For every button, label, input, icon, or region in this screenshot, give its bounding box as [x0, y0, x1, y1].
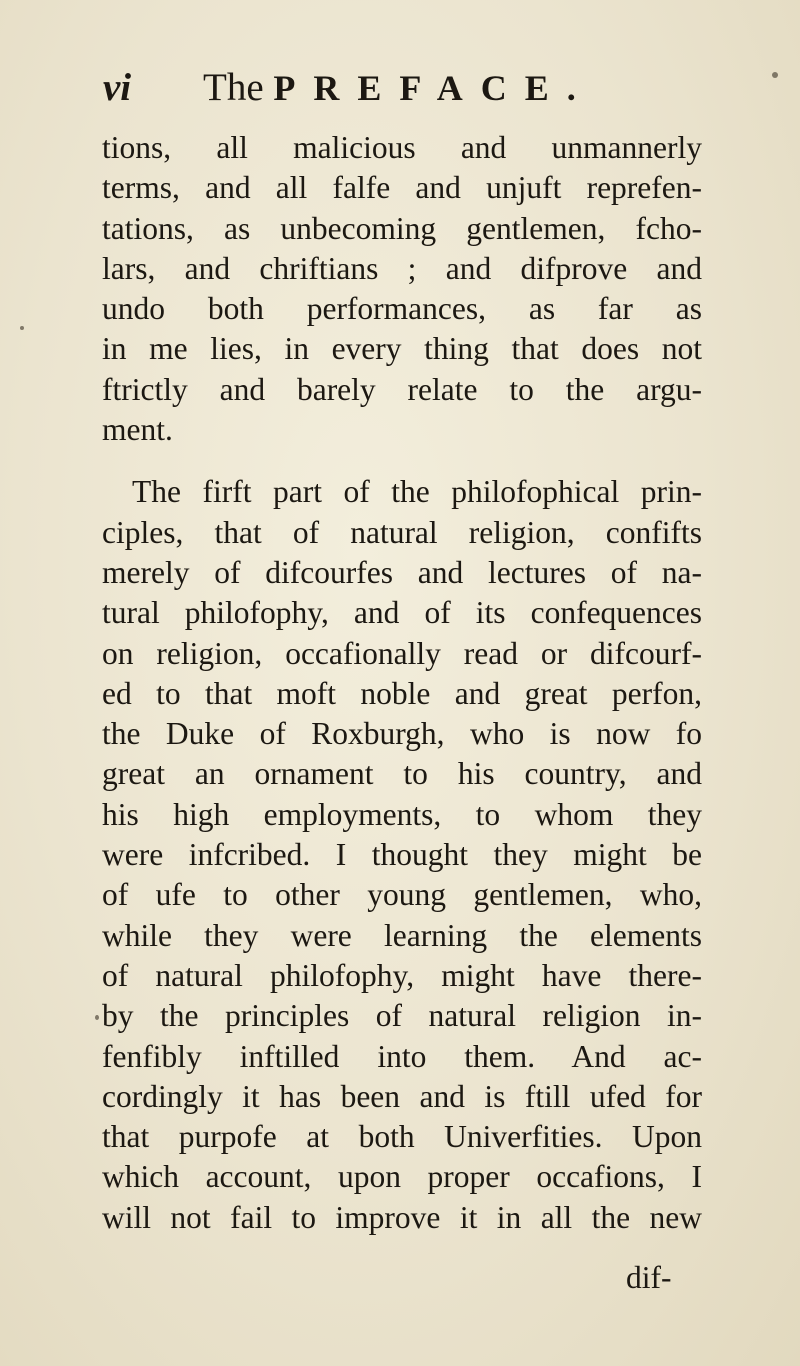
paragraph-2: [102, 472, 702, 1238]
text-line: terms, and all falfe and unjuft reprefen-: [102, 170, 702, 206]
text-line: ftrictly and barely relate to the argu-: [102, 371, 702, 407]
paper-speck: [20, 326, 24, 330]
running-title-prefix: The: [203, 66, 264, 109]
text-line: while they were learning the elements: [102, 917, 702, 953]
text-line: undo both performances, as far as: [102, 291, 702, 327]
text-line: fenfibly inftilled into them. And ac-: [102, 1038, 702, 1074]
paragraph-1: [102, 128, 702, 450]
text-line: which account, upon proper occafions, I: [102, 1159, 702, 1195]
running-head: [103, 58, 663, 118]
text-line: tions, all malicious and unmannerly: [102, 130, 702, 165]
text-line: ed to that moft noble and great perfon,: [102, 675, 702, 711]
text-line: of natural philofophy, might have there-: [102, 957, 702, 993]
text-line: great an ornament to his country, and: [102, 756, 702, 792]
text-line: tural philofophy, and of its confequences: [102, 595, 702, 631]
running-title-caps: PREFACE.: [273, 68, 594, 108]
paragraph-gap: [102, 450, 702, 472]
text-line: lars, and chriftians ; and difprove and: [102, 250, 702, 286]
catchword: dif-: [626, 1260, 672, 1295]
text-line: merely of difcourfes and lectures of na-: [102, 554, 702, 590]
text-line: were infcribed. I thought they might be: [102, 837, 702, 873]
text-line: the Duke of Roxburgh, who is now fo: [102, 716, 702, 752]
text-line: ment.: [102, 412, 173, 448]
text-line: will not fail to improve it in all the new: [102, 1199, 702, 1235]
text-line: of ufe to other young gentlemen, who,: [102, 877, 702, 913]
text-line: that purpofe at both Univerfities. Upon: [102, 1119, 702, 1155]
running-title: [203, 58, 594, 118]
text-line: on religion, occafionally read or difcourf-: [102, 635, 702, 671]
text-line: by the principles of natural religion in-: [102, 998, 702, 1034]
text-line: ciples, that of natural religion, confifts: [102, 514, 702, 550]
page-number: vi: [103, 66, 132, 109]
paper-speck: [95, 1015, 99, 1020]
text-line: The firft part of the philofophical prin-: [132, 474, 702, 510]
text-line: his high employments, to whom they: [102, 796, 702, 832]
paper-speck: [772, 72, 778, 78]
text-line: cordingly it has been and is ftill ufed for: [102, 1078, 702, 1114]
text-line: tations, as unbecoming gentlemen, fcho-: [102, 210, 702, 246]
text-line: in me lies, in every thing that does not: [102, 331, 702, 367]
body-text: [102, 128, 702, 1238]
